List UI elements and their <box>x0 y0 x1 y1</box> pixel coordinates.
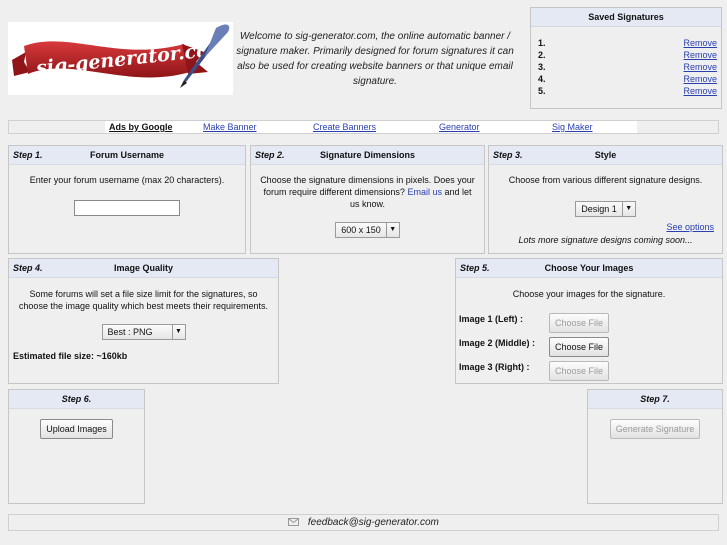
saved-signature-item <box>538 61 717 73</box>
style-select[interactable] <box>575 201 636 217</box>
see-options-link[interactable]: See options <box>666 222 714 232</box>
step5-panel <box>455 258 723 384</box>
quality-value: Best : PNG <box>107 327 153 337</box>
step-number: Step 6. <box>61 394 92 404</box>
step2-text-end: and let us know. <box>349 187 472 209</box>
step-number: Step 7. <box>640 394 670 404</box>
dimensions-value: 600 x 150 <box>341 225 381 235</box>
panel-title: Forum Username <box>89 150 165 160</box>
saved-signatures-panel <box>530 7 722 109</box>
ad-link-make-banner[interactable]: Make Banner <box>203 122 257 132</box>
choose-file-button[interactable]: Choose File <box>549 337 609 357</box>
step-number: Step 3. <box>493 150 523 160</box>
image-label: Image 3 (Right) : <box>459 362 530 372</box>
saved-signature-item <box>538 85 717 97</box>
panel-title: Style <box>594 150 617 160</box>
step1-panel <box>8 145 246 254</box>
saved-signature-item <box>538 37 717 49</box>
step5-description: Choose your images for the signature. <box>512 289 666 299</box>
chevron-down-icon: ▼ <box>622 202 635 216</box>
image-label: Image 2 (Middle) : <box>459 338 536 348</box>
dimensions-select[interactable] <box>335 222 400 238</box>
step1-description: Enter your forum username (max 20 characters). <box>29 175 225 185</box>
step3-description: Choose from various different signature designs. <box>508 175 703 185</box>
saved-item-number: 1. <box>538 38 546 48</box>
remove-link[interactable]: Remove <box>683 62 717 72</box>
estimated-file-size: Estimated file size: ~160kb <box>13 351 128 361</box>
step-number: Step 2. <box>255 150 285 160</box>
saved-item-number: 2. <box>538 50 546 60</box>
image-row <box>459 361 719 385</box>
step2-description <box>259 174 476 210</box>
step-number: Step 5. <box>460 263 490 273</box>
style-value: Design 1 <box>581 204 617 214</box>
saved-item-number: 3. <box>538 62 546 72</box>
forum-username-input[interactable] <box>74 200 180 216</box>
saved-signature-item <box>538 49 717 61</box>
site-logo[interactable] <box>8 22 233 95</box>
remove-link[interactable]: Remove <box>683 50 717 60</box>
remove-link[interactable]: Remove <box>683 86 717 96</box>
choose-file-button[interactable]: Choose File <box>549 361 609 381</box>
saved-item-number: 4. <box>538 74 546 84</box>
remove-link[interactable]: Remove <box>683 74 717 84</box>
step-number: Step 4. <box>13 263 43 273</box>
image-row <box>459 337 719 361</box>
image-row <box>459 313 719 337</box>
feedback-email-link[interactable]: feedback@sig-generator.com <box>307 517 439 528</box>
ads-by-google-link[interactable]: Ads by Google <box>109 122 173 132</box>
designs-note: Lots more signature designs coming soon... <box>518 235 693 245</box>
step2-panel <box>250 145 485 254</box>
step2-text: Choose the signature dimensions in pixels. Does your forum require different dimensions? <box>260 175 475 197</box>
image-quality-select[interactable] <box>102 324 186 340</box>
ad-link-generator[interactable]: Generator <box>439 122 480 132</box>
upload-images-button[interactable]: Upload Images <box>40 419 113 439</box>
footer <box>8 514 719 531</box>
envelope-icon <box>288 518 299 526</box>
panel-title: Signature Dimensions <box>319 150 416 160</box>
step7-panel <box>587 389 723 504</box>
ad-link-bar <box>8 120 719 134</box>
saved-item-number: 5. <box>538 86 546 96</box>
choose-file-button[interactable]: Choose File <box>549 313 609 333</box>
email-us-link[interactable]: Email us <box>407 187 442 197</box>
ad-link-sig-maker[interactable]: Sig Maker <box>552 122 593 132</box>
step6-panel <box>8 389 145 504</box>
saved-signatures-title: Saved Signatures <box>531 8 721 27</box>
chevron-down-icon: ▼ <box>172 325 185 339</box>
image-label: Image 1 (Left) : <box>459 314 524 324</box>
logo-text: sig-generator.com <box>35 37 230 80</box>
panel-title: Image Quality <box>113 263 174 273</box>
generate-signature-button[interactable]: Generate Signature <box>610 419 701 439</box>
chevron-down-icon: ▼ <box>386 223 399 237</box>
welcome-text: Welcome to sig-generator.com, the online automatic banner / signature maker. Primarily designed for forum signatures it can also be used for creating website banners or that unique email signature. <box>236 31 514 87</box>
step3-panel <box>488 145 723 254</box>
panel-title: Choose Your Images <box>544 263 634 273</box>
step4-description: Some forums will set a file size limit for the signatures, so choose the image quality which best meets their requirements. <box>18 289 269 311</box>
saved-signature-item <box>538 73 717 85</box>
remove-link[interactable]: Remove <box>683 38 717 48</box>
step-number: Step 1. <box>13 150 43 160</box>
ad-link-create-banners[interactable]: Create Banners <box>313 122 377 132</box>
step4-panel <box>8 258 279 384</box>
